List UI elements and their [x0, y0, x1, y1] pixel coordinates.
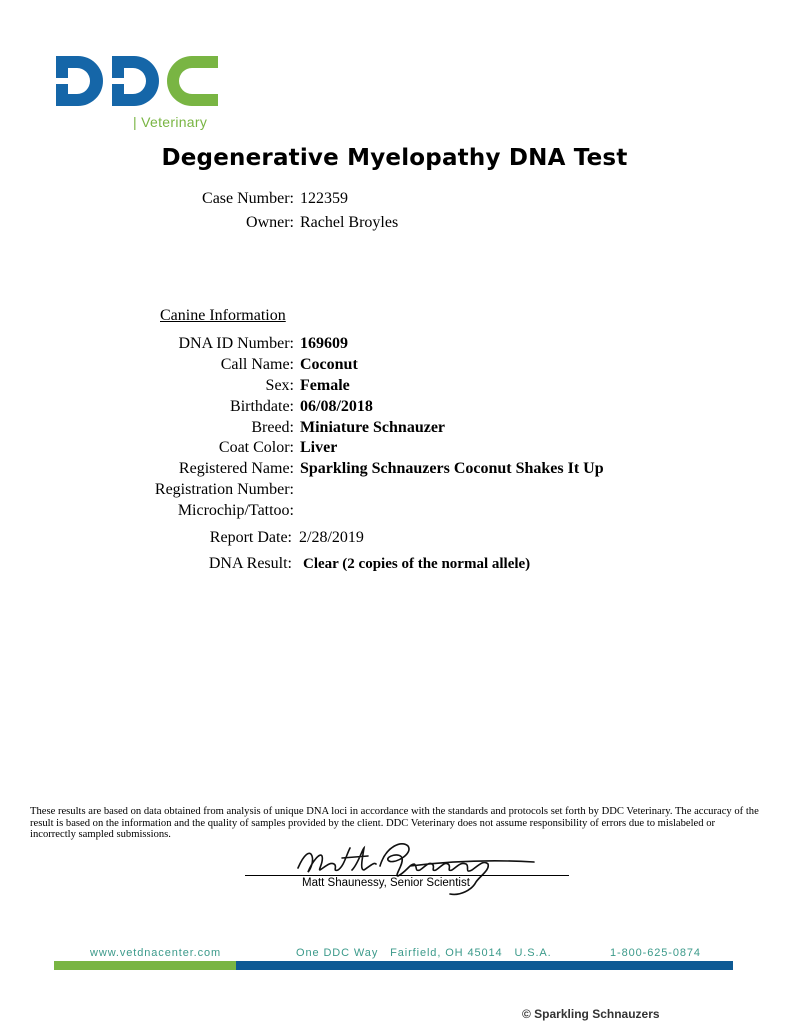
footer-bar-blue: [236, 961, 733, 970]
owner-label: Owner:: [246, 214, 294, 231]
coat-color-value: Liver: [300, 439, 338, 456]
registered-name-label: Registered Name:: [178, 460, 294, 477]
registered-name-value: Sparkling Schnauzers Coconut Shakes It Up: [300, 460, 604, 477]
footer-bar-green: [54, 961, 236, 970]
signature-line: [245, 875, 569, 876]
case-number-label: Case Number:: [202, 190, 294, 207]
registration-number-label: Registration Number:: [154, 481, 294, 498]
dna-result-value: Clear (2 copies of the normal allele): [303, 556, 531, 572]
signature-image: [290, 836, 550, 902]
dna-id-label: DNA ID Number:: [178, 335, 294, 352]
birthdate-value: 06/08/2018: [300, 398, 373, 415]
case-number-value: 122359: [300, 190, 348, 207]
call-name-label: Call Name:: [220, 356, 294, 373]
report-date-value: 2/28/2019: [299, 529, 364, 546]
report-date-label: Report Date:: [209, 529, 292, 546]
footer-website: www.vetdnacenter.com: [90, 947, 222, 959]
owner-value: Rachel Broyles: [300, 214, 399, 231]
document-title: Degenerative Myelopathy DNA Test: [161, 145, 628, 171]
footer-phone: 1-800-625-0874: [610, 947, 701, 959]
dna-result-label: DNA Result:: [208, 555, 292, 572]
disclaimer-text: These results are based on data obtained from analysis of unique DNA loci in accordance with the standards and protocols set forth by DDC Veterinary. The accuracy of the result is based on the information and the quality of samples provided by the client. DDC Veterinary does not assume responsibility of errors due to mislabeled or incorrectly sampled submissions.: [30, 806, 759, 840]
signatory-name: Matt Shaunessy, Senior Scientist: [302, 877, 470, 889]
copyright-watermark: © Sparkling Schnauzers: [522, 1007, 660, 1021]
canine-info-heading: Canine Information: [160, 307, 286, 324]
sex-value: Female: [300, 377, 350, 394]
breed-value: Miniature Schnauzer: [300, 419, 446, 436]
breed-label: Breed:: [251, 419, 294, 436]
footer-address: One DDC Way Fairfield, OH 45014 U.S.A.: [296, 947, 552, 959]
microchip-label: Microchip/Tattoo:: [177, 502, 294, 519]
logo-subtitle: | Veterinary: [133, 114, 208, 130]
birthdate-label: Birthdate:: [230, 398, 294, 415]
sex-label: Sex:: [265, 377, 294, 394]
dna-id-value: 169609: [300, 335, 348, 352]
call-name-value: Coconut: [300, 356, 358, 373]
coat-color-label: Coat Color:: [218, 439, 294, 456]
